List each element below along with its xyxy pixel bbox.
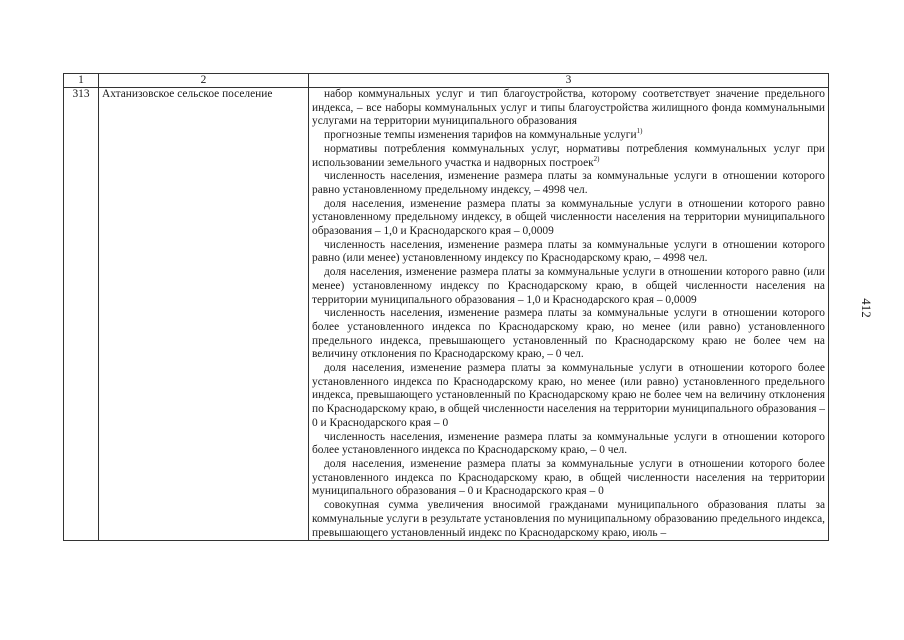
paragraph-text: доля населения, изменение размера платы за коммунальные услуги в отношении которого равно установленному предельному индексу, в общей численности населения на территории муниципального образования – 1,0 и Краснодарского края – 0,0009 (312, 197, 825, 238)
indicator-paragraph (312, 499, 825, 540)
page-number: 412 (859, 298, 874, 318)
header-col-1: 1 (64, 74, 99, 88)
paragraph-text: нормативы потребления коммунальных услуг, нормативы потребления коммунальных услуг при использовании земельного участка и надворных построек (312, 142, 825, 169)
footnote-marker: 2) (593, 154, 600, 163)
paragraph-text: численность населения, изменение размера платы за коммунальные услуги в отношении которого более установленного индекса по Краснодарскому краю, – 0 чел. (312, 430, 825, 457)
paragraph-text: доля населения, изменение размера платы за коммунальные услуги в отношении которого равно (или менее) установленному индексу по Краснодарскому краю, в общей численности населения на территории муниципального образования – 1,0 и Краснодарского края – 0,0009 (312, 266, 825, 306)
settlement-name: Ахтанизовское сельское поселение (99, 88, 309, 541)
row-number: 313 (64, 88, 99, 541)
header-col-2: 2 (99, 74, 309, 88)
indicator-paragraph (312, 239, 825, 266)
indicator-paragraph (312, 458, 825, 499)
paragraph-text: численность населения, изменение размера платы за коммунальные услуги в отношении которого равно установленному предельному индексу, – 4998 чел. (312, 170, 825, 196)
indicator-paragraph (312, 170, 825, 197)
paragraph-text: доля населения, изменение размера платы за коммунальные услуги в отношении которого более установленного индекса по Краснодарскому краю, но менее (или равно) установленного предельного индекса, превышающего установленный по Краснодарскому краю не более чем на величину отклонения по Краснодарскому краю, в общей численности населения на территории муниципального образования – 0 и Краснодарского края – 0 (312, 362, 825, 429)
paragraph-text: доля населения, изменение размера платы за коммунальные услуги в отношении которого более установленного индекса по Краснодарскому краю, в общей численности населения на территории муниципального образования – 0 и Краснодарского края – 0 (312, 457, 825, 498)
indicator-paragraph (312, 198, 825, 239)
footnote-marker: 1) (636, 127, 643, 136)
table-header-row (64, 74, 829, 88)
indicator-paragraph (312, 88, 825, 129)
indicators-cell (309, 88, 829, 541)
document-table (63, 73, 829, 541)
indicator-paragraph (312, 307, 825, 362)
indicator-paragraph (312, 266, 825, 307)
header-col-3: 3 (309, 74, 829, 88)
indicator-paragraph (312, 129, 825, 143)
indicator-paragraph (312, 431, 825, 458)
indicator-paragraph (312, 362, 825, 431)
paragraph-text: численность населения, изменение размера платы за коммунальные услуги в отношении которого более установленного индекса по Краснодарскому краю, но менее (или равно) установленного предельного индекса, превышающего установленный по Краснодарскому краю не более чем на величину отклонения по Краснодарскому краю, – 0 чел. (312, 307, 825, 361)
table-row (64, 88, 829, 541)
paragraph-text: набор коммунальных услуг и тип благоустройства, которому соответствует значение предельного индекса, – все наборы коммунальных услуг и типы благоустройства жилищного фонда коммунальными услугами на территории муниципального образования (312, 88, 825, 128)
indicator-paragraph (312, 143, 825, 170)
paragraph-text: численность населения, изменение размера платы за коммунальные услуги в отношении которого равно (или менее) установленному индексу по Краснодарскому краю, – 4998 чел. (312, 238, 825, 265)
paragraph-text: прогнозные темпы изменения тарифов на коммунальные услуги (324, 129, 637, 142)
paragraph-text: совокупная сумма увеличения вносимой гражданами муниципального образования платы за коммунальные услуги в результате установления по муниципальному образованию предельного индекса, превышающего установленный индекс по Краснодарскому краю, июль – (312, 499, 825, 539)
